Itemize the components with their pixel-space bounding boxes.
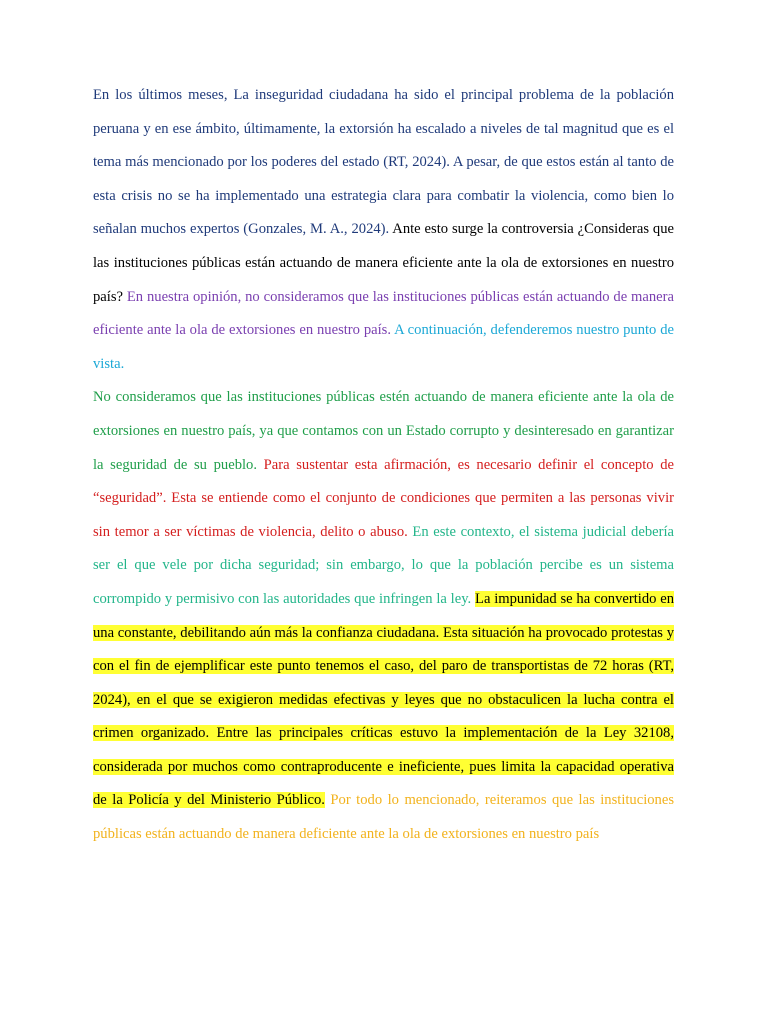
paragraph-introduction	[93, 79, 674, 381]
paragraph-argument	[93, 381, 674, 851]
definition-text: Para sustentar esta afirmación, es necesario definir el concepto de “seguridad”. Esta se entiende como el conjunto de condiciones que permiten a las personas vivir sin temor a ser víctimas de violencia, delito o abuso.	[93, 456, 674, 540]
thesis-statement: En nuestra opinión, no consideramos que las instituciones públicas están actuando de manera eficiente ante la ola de extorsiones en nuestro país.	[93, 288, 674, 339]
transition-text: A continuación, defenderemos nuestro punto de vista.	[93, 322, 674, 372]
document-page	[93, 79, 674, 852]
controversy-question: Ante esto surge la controversia ¿Consideras que las instituciones públicas están actuando de manera eficiente ante la ola de extorsiones en nuestro país?	[93, 221, 674, 305]
context-text: En este contexto, el sistema judicial debería ser el que vele por dicha seguridad; sin embargo, lo que la población percibe es un sistema corrompido y permisivo con las autoridades que infringen la ley.	[93, 523, 674, 607]
argument-text: No consideramos que las instituciones públicas estén actuando de manera eficiente ante la ola de extorsiones en nuestro país, ya que contamos con un Estado corrupto y desinteresado en garantizar la seguridad de su pueblo.	[93, 389, 674, 473]
conclusion-text: Por todo lo mencionado, reiteramos que las instituciones públicas están actuando de manera deficiente ante la ola de extorsiones en nuestro país	[93, 792, 675, 843]
intro-text: En los últimos meses, La inseguridad ciudadana ha sido el principal problema de la población peruana y en ese ámbito, últimamente, la extorsión ha escalado a niveles de tal magnitud que es el tema más mencionado por los poderes del estado (RT, 2024). A pesar, de que estos están al tanto de esta crisis no se ha implementado una estrategia clara para combatir la violencia, como bien lo señalan muchos expertos (Gonzales, M. A., 2024).	[93, 87, 674, 238]
evidence-highlighted-text: La impunidad se ha convertido en una constante, debilitando aún más la confianza ciudadana. Esta situación ha provocado protestas y con el fin de ejemplificar este punto tenemos el caso, del paro de transportistas de 72 horas (RT, 2024), en el que se exigieron medidas efectivas y leyes que no obstaculicen la lucha contra el crimen organizado. Entre las principales críticas estuvo la implementación de la Ley 32108, considerada por muchos como contraproducente e ineficiente, pues limita la capacidad operativa de la Policía y del Ministerio Público.	[93, 590, 675, 809]
